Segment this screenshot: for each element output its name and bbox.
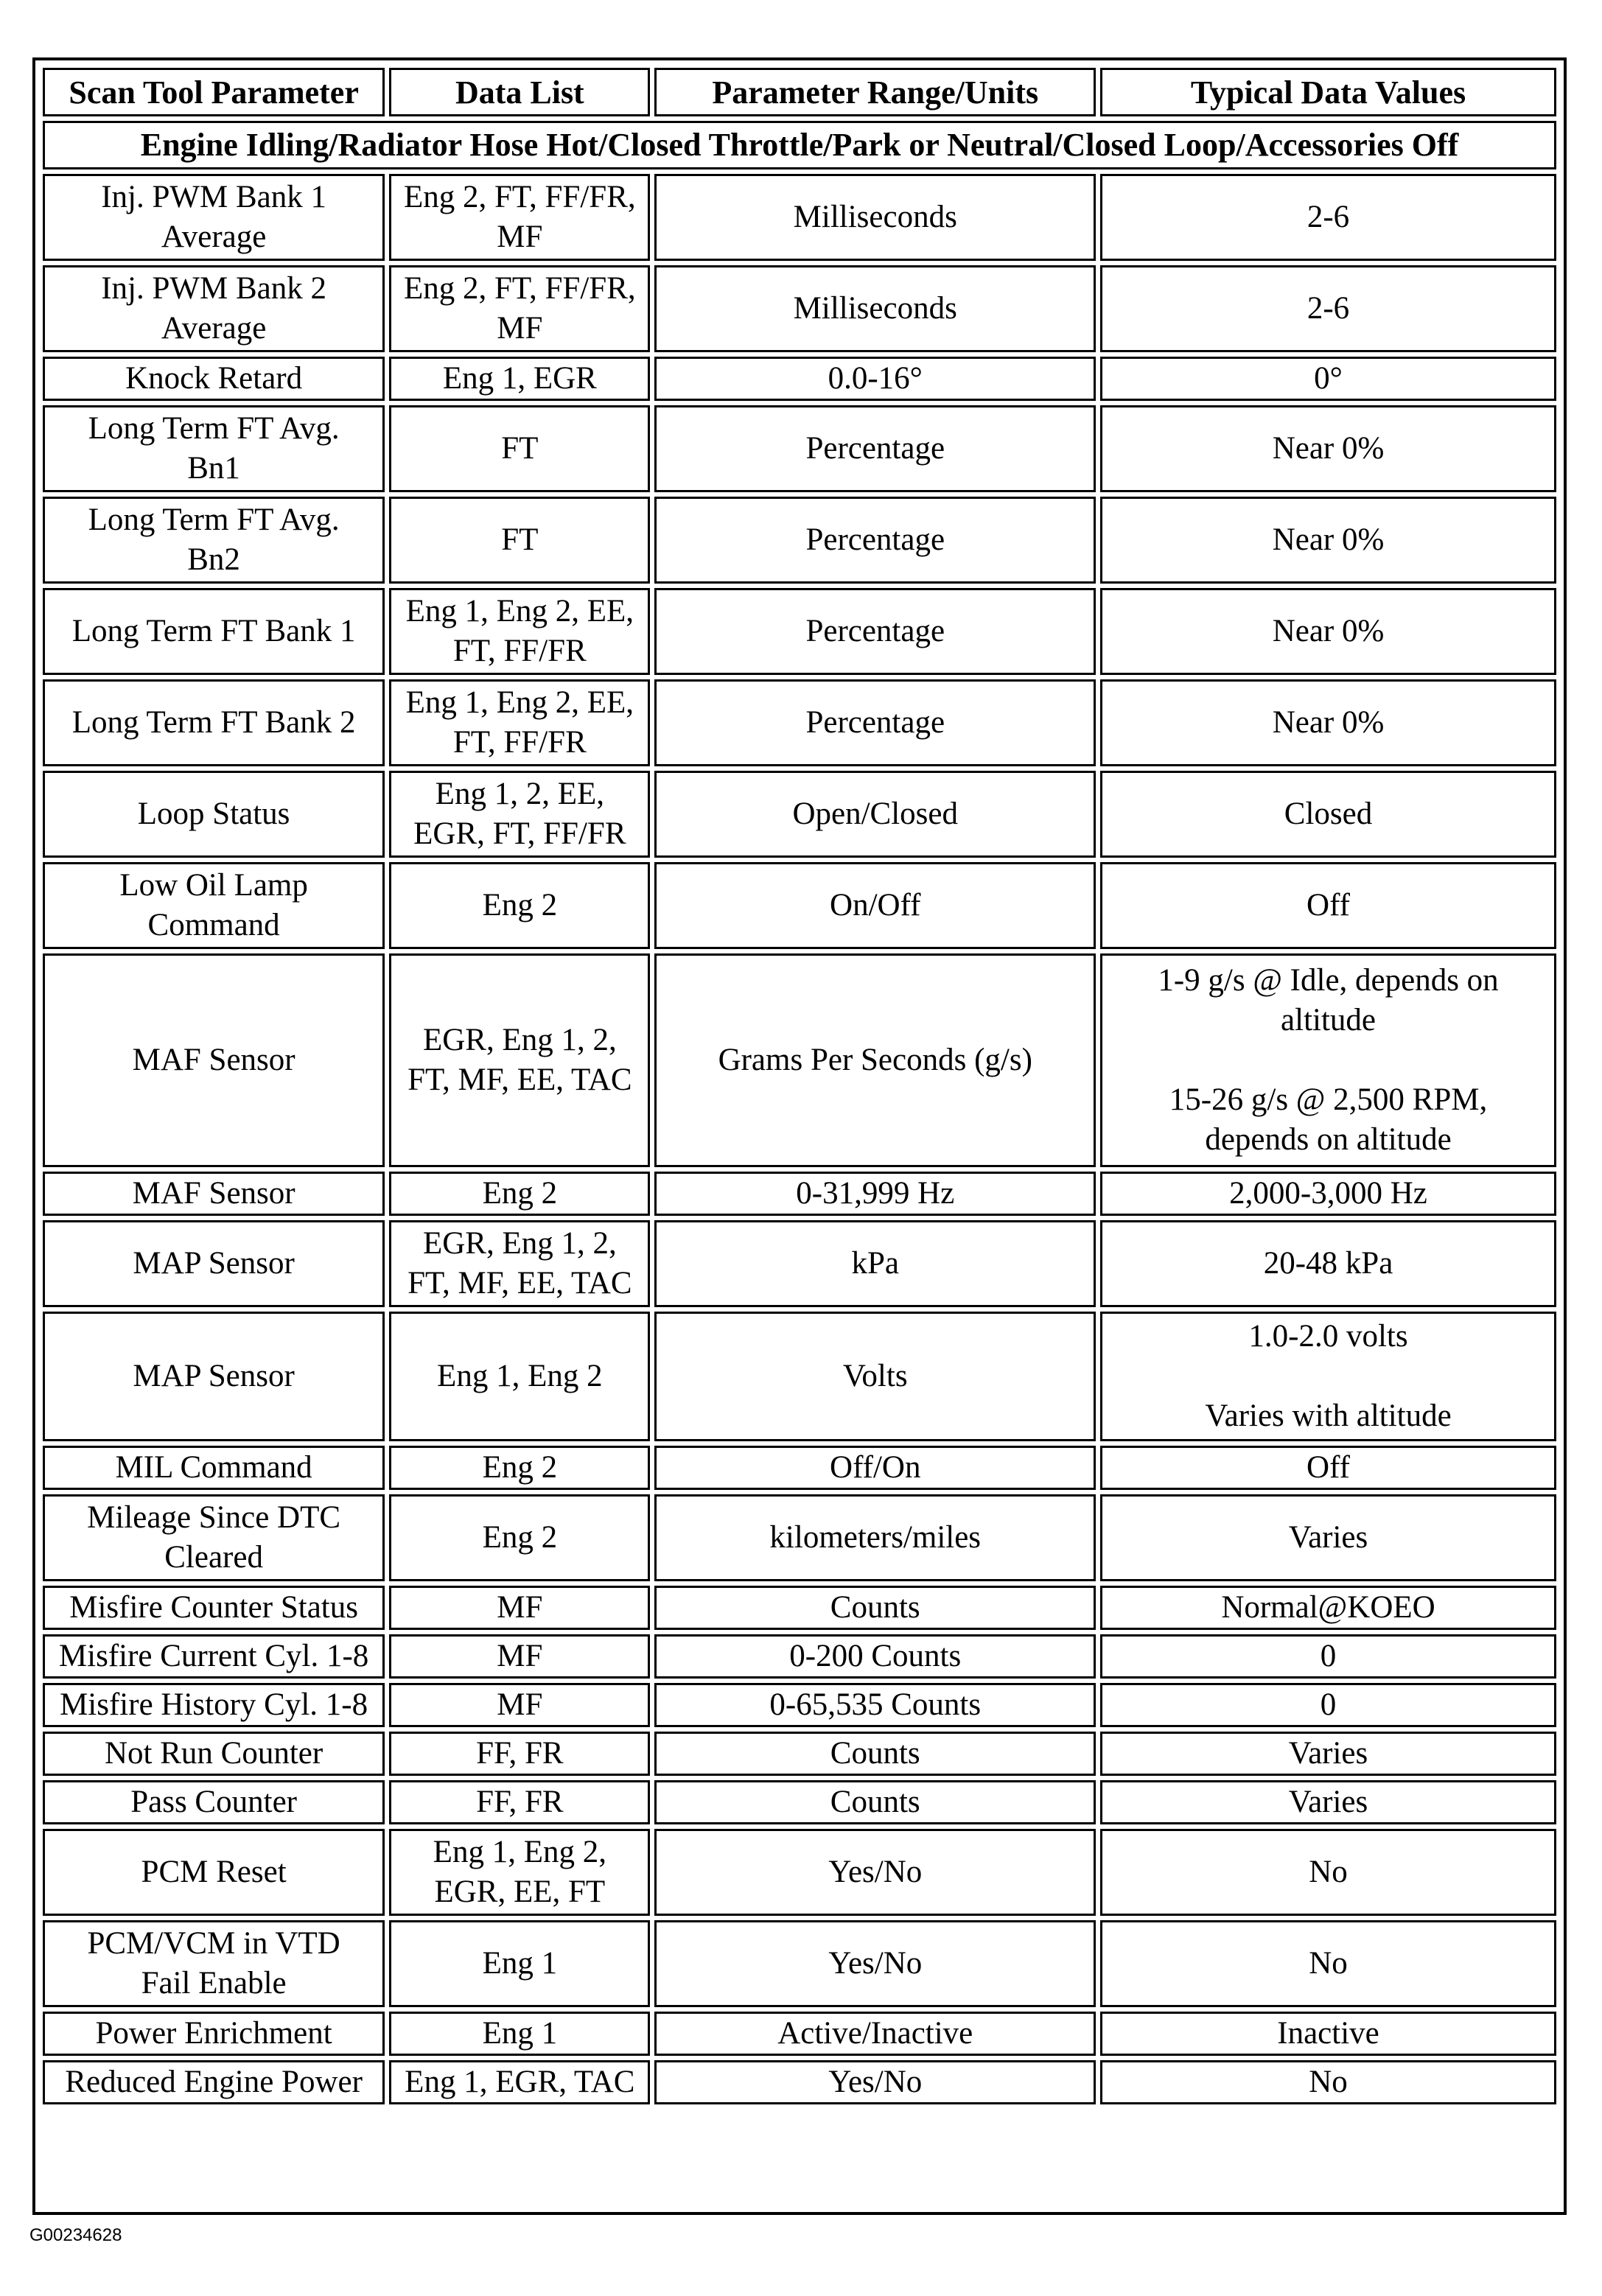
range-units-cell: Open/Closed <box>654 771 1096 858</box>
table-row <box>43 497 1556 584</box>
parameter-cell: Misfire History Cyl. 1-8 <box>43 1683 385 1727</box>
data-list-cell: Eng 2 <box>389 1494 650 1581</box>
table-row <box>43 1446 1556 1490</box>
data-list-cell: MF <box>389 1586 650 1630</box>
parameter-cell: Long Term FT Avg. Bn2 <box>43 497 385 584</box>
range-units-cell: Counts <box>654 1732 1096 1776</box>
range-units-cell: kilometers/miles <box>654 1494 1096 1581</box>
typical-value-cell: Varies <box>1100 1732 1556 1776</box>
typical-value-cell: 1.0-2.0 volts Varies with altitude <box>1100 1312 1556 1441</box>
parameter-cell: Long Term FT Bank 2 <box>43 679 385 766</box>
data-table-frame <box>32 57 1567 2215</box>
typical-value-cell: Near 0% <box>1100 588 1556 675</box>
data-list-cell: Eng 1, Eng 2, EE, FT, FF/FR <box>389 588 650 675</box>
data-list-cell: Eng 1, Eng 2, EGR, EE, FT <box>389 1829 650 1916</box>
table-row <box>43 1780 1556 1824</box>
table-row <box>43 405 1556 492</box>
parameter-cell: MIL Command <box>43 1446 385 1490</box>
range-units-cell: 0-65,535 Counts <box>654 1683 1096 1727</box>
table-row <box>43 357 1556 401</box>
data-list-cell: Eng 1, EGR, TAC <box>389 2060 650 2104</box>
table-row <box>43 2012 1556 2056</box>
range-units-cell: Active/Inactive <box>654 2012 1096 2056</box>
table-row <box>43 1220 1556 1307</box>
range-units-cell: Percentage <box>654 497 1096 584</box>
table-row <box>43 1494 1556 1581</box>
typical-value-cell: Inactive <box>1100 2012 1556 2056</box>
range-units-cell: 0-31,999 Hz <box>654 1172 1096 1216</box>
data-list-cell: Eng 1 <box>389 1920 650 2007</box>
header-scan-tool-parameter: Scan Tool Parameter <box>43 68 385 116</box>
typical-value-cell: No <box>1100 1920 1556 2007</box>
parameter-cell: Knock Retard <box>43 357 385 401</box>
parameter-cell: Loop Status <box>43 771 385 858</box>
header-parameter-range-units: Parameter Range/Units <box>654 68 1096 116</box>
data-list-cell: FF, FR <box>389 1780 650 1824</box>
data-list-cell: Eng 2, FT, FF/FR, MF <box>389 174 650 261</box>
table-row <box>43 588 1556 675</box>
typical-value-cell: Off <box>1100 1446 1556 1490</box>
typical-value-cell: 0 <box>1100 1634 1556 1679</box>
range-units-cell: Counts <box>654 1586 1096 1630</box>
parameter-cell: Mileage Since DTC Cleared <box>43 1494 385 1581</box>
data-list-cell: Eng 1 <box>389 2012 650 2056</box>
table-row <box>43 265 1556 352</box>
section-row <box>43 121 1556 169</box>
data-list-cell: Eng 1, 2, EE, EGR, FT, FF/FR <box>389 771 650 858</box>
parameter-cell: Inj. PWM Bank 2 Average <box>43 265 385 352</box>
parameter-cell: MAF Sensor <box>43 953 385 1167</box>
typical-value-cell: 1-9 g/s @ Idle, depends on altitude 15-26 g/s @ 2,500 RPM, depends on altitude <box>1100 953 1556 1167</box>
table-row <box>43 1586 1556 1630</box>
typical-value-cell: Off <box>1100 862 1556 949</box>
range-units-cell: Milliseconds <box>654 174 1096 261</box>
table-row <box>43 771 1556 858</box>
typical-value-cell: 2,000-3,000 Hz <box>1100 1172 1556 1216</box>
parameter-cell: Long Term FT Bank 1 <box>43 588 385 675</box>
parameter-cell: Misfire Current Cyl. 1-8 <box>43 1634 385 1679</box>
range-units-cell: 0-200 Counts <box>654 1634 1096 1679</box>
data-list-cell: EGR, Eng 1, 2, FT, MF, EE, TAC <box>389 953 650 1167</box>
parameter-cell: MAP Sensor <box>43 1220 385 1307</box>
header-data-list: Data List <box>389 68 650 116</box>
range-units-cell: Counts <box>654 1780 1096 1824</box>
typical-value-cell: Varies <box>1100 1780 1556 1824</box>
table-row <box>43 1732 1556 1776</box>
scan-tool-data-table <box>38 63 1561 2109</box>
data-list-cell: Eng 1, Eng 2, EE, FT, FF/FR <box>389 679 650 766</box>
data-list-cell: Eng 2 <box>389 1172 650 1216</box>
parameter-cell: PCM/VCM in VTD Fail Enable <box>43 1920 385 2007</box>
typical-value-cell: 2-6 <box>1100 265 1556 352</box>
range-units-cell: Yes/No <box>654 2060 1096 2104</box>
parameter-cell: Power Enrichment <box>43 2012 385 2056</box>
typical-value-cell: 0 <box>1100 1683 1556 1727</box>
data-list-cell: MF <box>389 1683 650 1727</box>
parameter-cell: Long Term FT Avg. Bn1 <box>43 405 385 492</box>
data-list-cell: Eng 2 <box>389 862 650 949</box>
data-list-cell: Eng 1, EGR <box>389 357 650 401</box>
range-units-cell: Off/On <box>654 1446 1096 1490</box>
range-units-cell: Milliseconds <box>654 265 1096 352</box>
data-list-cell: Eng 2, FT, FF/FR, MF <box>389 265 650 352</box>
parameter-cell: MAF Sensor <box>43 1172 385 1216</box>
typical-value-cell: No <box>1100 2060 1556 2104</box>
range-units-cell: Percentage <box>654 588 1096 675</box>
table-row <box>43 1829 1556 1916</box>
data-list-cell: MF <box>389 1634 650 1679</box>
typical-value-cell: Normal@KOEO <box>1100 1586 1556 1630</box>
table-row <box>43 953 1556 1167</box>
range-units-cell: On/Off <box>654 862 1096 949</box>
range-units-cell: Yes/No <box>654 1920 1096 2007</box>
table-row <box>43 1634 1556 1679</box>
range-units-cell: Grams Per Seconds (g/s) <box>654 953 1096 1167</box>
table-row <box>43 2060 1556 2104</box>
table-row <box>43 1172 1556 1216</box>
typical-value-cell: Closed <box>1100 771 1556 858</box>
parameter-cell: Inj. PWM Bank 1 Average <box>43 174 385 261</box>
typical-value-cell: Varies <box>1100 1494 1556 1581</box>
table-row <box>43 1683 1556 1727</box>
range-units-cell: Percentage <box>654 405 1096 492</box>
data-list-cell: FT <box>389 497 650 584</box>
data-list-cell: FF, FR <box>389 1732 650 1776</box>
data-list-cell: Eng 2 <box>389 1446 650 1490</box>
table-row <box>43 862 1556 949</box>
parameter-cell: Reduced Engine Power <box>43 2060 385 2104</box>
table-row <box>43 174 1556 261</box>
typical-value-cell: 0° <box>1100 357 1556 401</box>
typical-value-cell: 20-48 kPa <box>1100 1220 1556 1307</box>
parameter-cell: MAP Sensor <box>43 1312 385 1441</box>
parameter-cell: Misfire Counter Status <box>43 1586 385 1630</box>
table-row <box>43 679 1556 766</box>
table-row <box>43 1920 1556 2007</box>
typical-value-cell: No <box>1100 1829 1556 1916</box>
typical-value-cell: 2-6 <box>1100 174 1556 261</box>
header-typical-data-values: Typical Data Values <box>1100 68 1556 116</box>
range-units-cell: Yes/No <box>654 1829 1096 1916</box>
range-units-cell: 0.0-16° <box>654 357 1096 401</box>
data-list-cell: Eng 1, Eng 2 <box>389 1312 650 1441</box>
data-list-cell: EGR, Eng 1, 2, FT, MF, EE, TAC <box>389 1220 650 1307</box>
parameter-cell: Not Run Counter <box>43 1732 385 1776</box>
range-units-cell: kPa <box>654 1220 1096 1307</box>
typical-value-cell: Near 0% <box>1100 679 1556 766</box>
parameter-cell: PCM Reset <box>43 1829 385 1916</box>
header-row <box>43 68 1556 116</box>
typical-value-cell: Near 0% <box>1100 497 1556 584</box>
parameter-cell: Low Oil Lamp Command <box>43 862 385 949</box>
figure-code: G00234628 <box>29 2225 122 2245</box>
data-list-cell: FT <box>389 405 650 492</box>
table-row <box>43 1312 1556 1441</box>
parameter-cell: Pass Counter <box>43 1780 385 1824</box>
typical-value-cell: Near 0% <box>1100 405 1556 492</box>
range-units-cell: Volts <box>654 1312 1096 1441</box>
range-units-cell: Percentage <box>654 679 1096 766</box>
table-body <box>43 121 1556 2104</box>
section-condition-label: Engine Idling/Radiator Hose Hot/Closed Throttle/Park or Neutral/Closed Loop/Accessories Off <box>43 121 1556 169</box>
